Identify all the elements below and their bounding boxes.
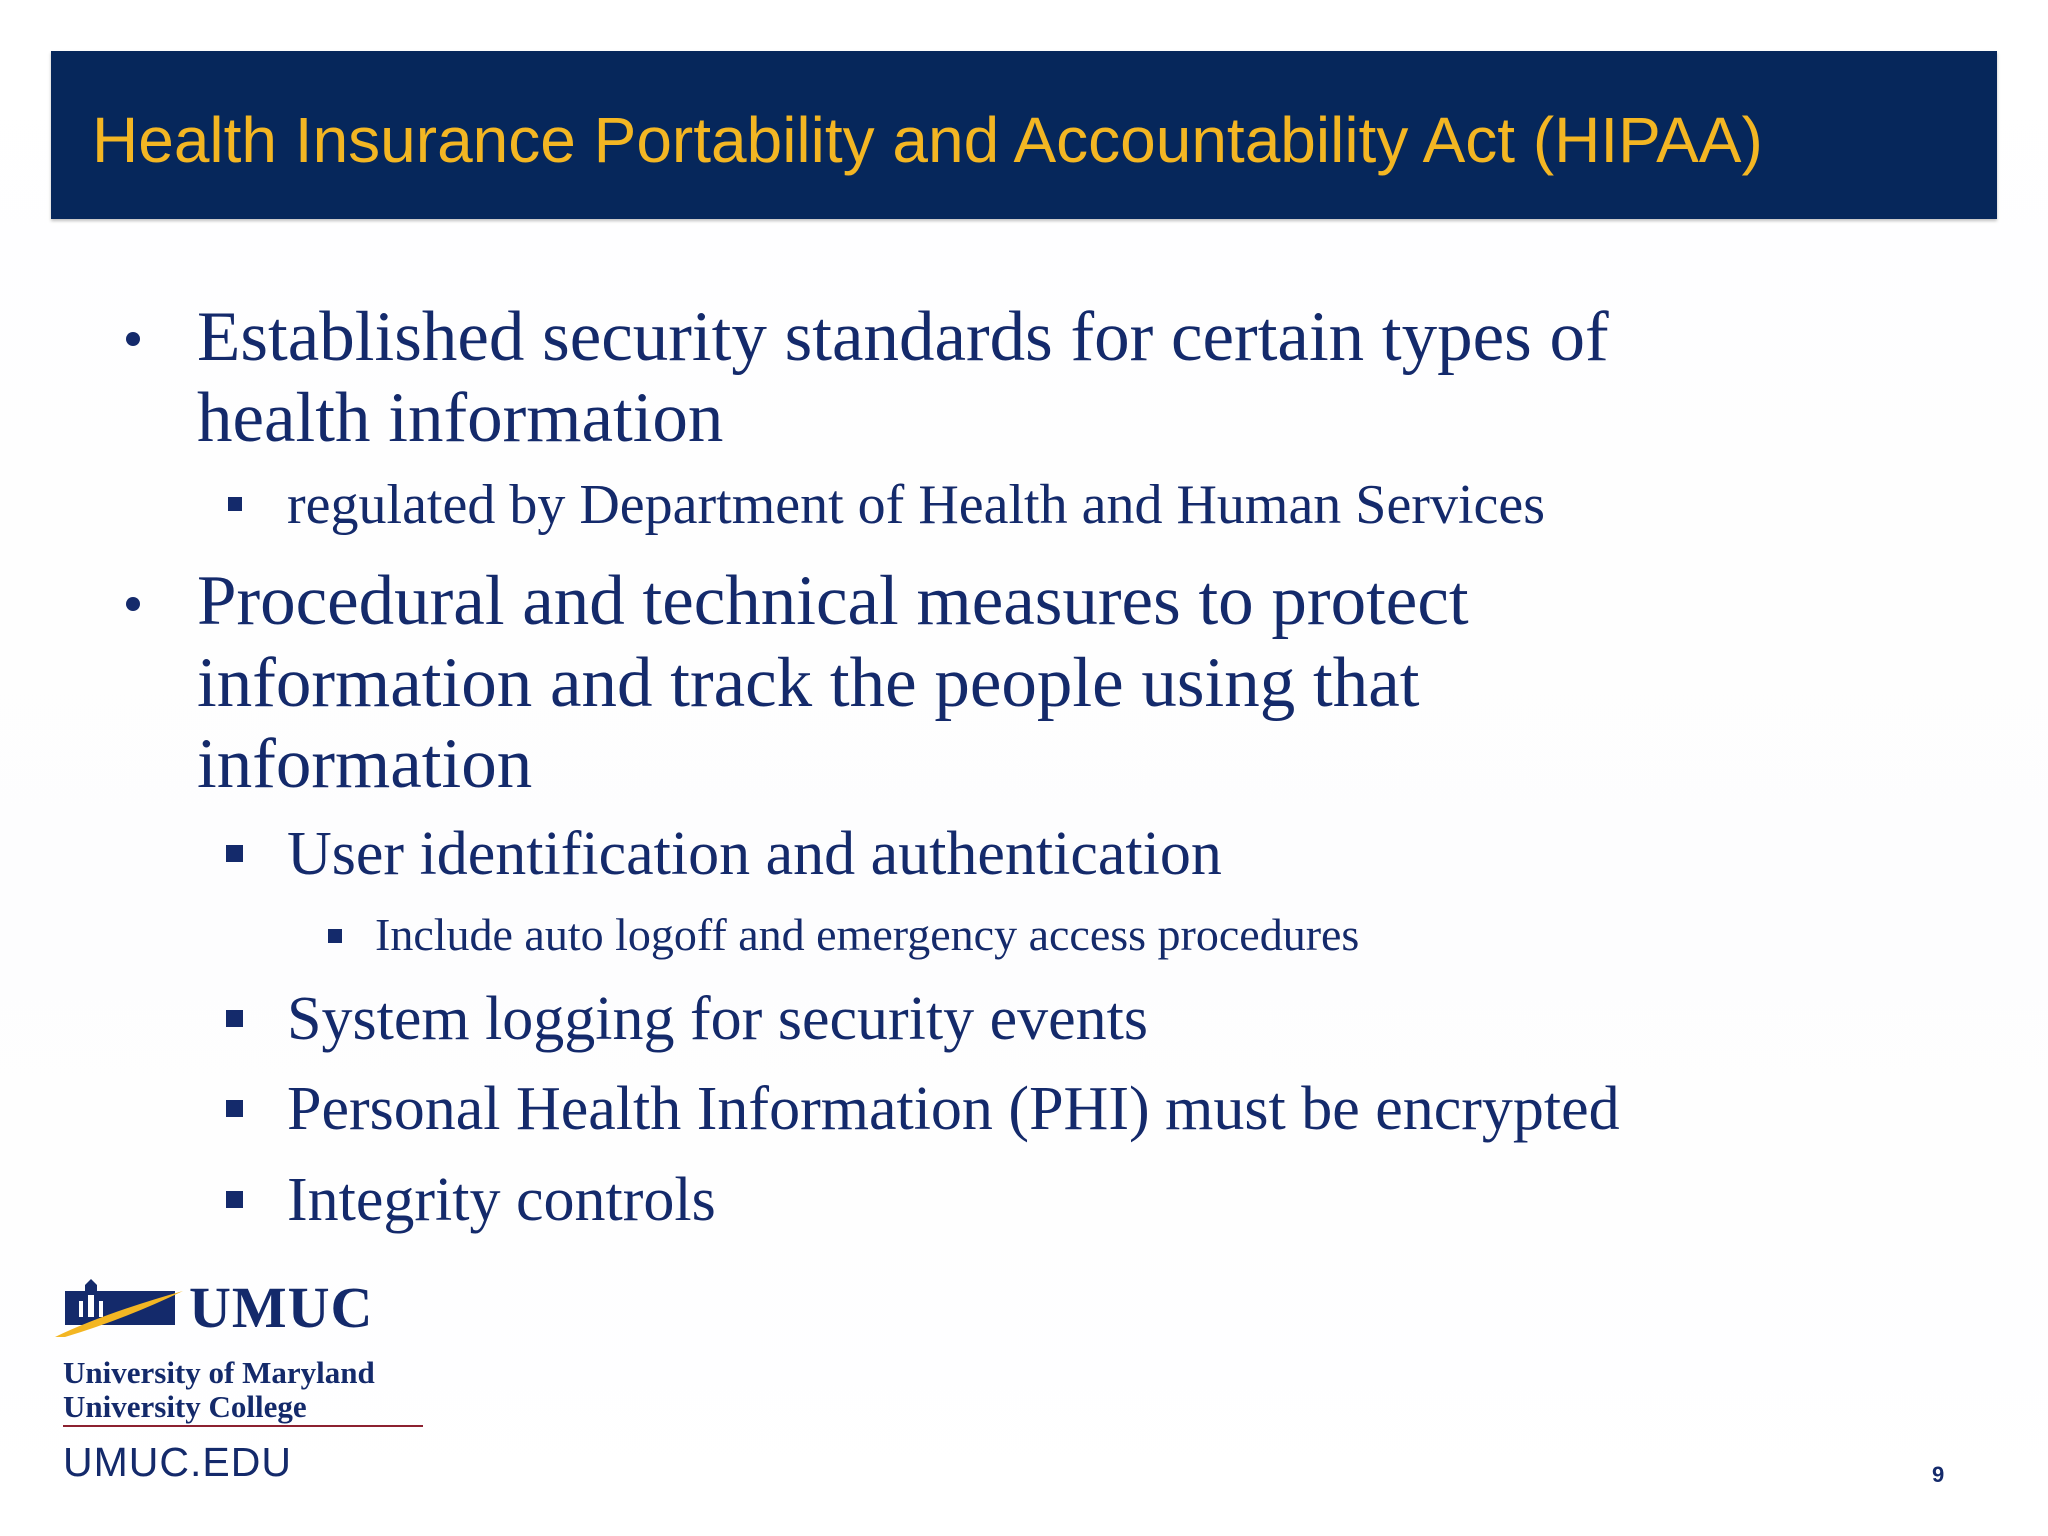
bullet-dot-icon — [126, 332, 140, 346]
square-bullet-icon — [228, 497, 242, 511]
logo-divider — [63, 1425, 423, 1427]
square-bullet-icon — [226, 845, 243, 862]
dome-swoosh-icon — [55, 1279, 185, 1341]
bullet-2-sub-2: System logging for security events — [287, 985, 1148, 1053]
bullet-1-sub-1: regulated by Department of Health and Human Services — [287, 474, 1546, 536]
logo-line-1: University of Maryland — [63, 1355, 375, 1390]
bullet-2-line-1: Procedural and technical measures to protect — [197, 562, 1469, 640]
slide-title: Health Insurance Portability and Accountability Act (HIPAA) — [92, 104, 1763, 176]
bullet-2-line-3: information — [197, 725, 533, 803]
site-url: UMUC.EDU — [63, 1439, 292, 1485]
bullet-2-sub-1-1: Include auto logoff and emergency access procedures — [375, 909, 1360, 960]
bullet-2-sub-1: User identification and authentication — [287, 820, 1222, 888]
square-bullet-icon — [226, 1010, 243, 1027]
bullet-2-sub-3: Personal Health Information (PHI) must be encrypted — [287, 1075, 1620, 1143]
bullet-2-line-2: information and track the people using that — [197, 644, 1420, 722]
logo-line-2: University College — [63, 1389, 307, 1424]
page-number: 9 — [1932, 1462, 1945, 1487]
bullet-1-line-1: Established security standards for certain types of — [197, 298, 1609, 376]
bullet-1-line-2: health information — [197, 379, 724, 457]
bullet-dot-icon — [126, 597, 140, 611]
bullet-2-sub-4: Integrity controls — [287, 1166, 716, 1234]
square-bullet-icon — [226, 1100, 243, 1117]
logo-wordmark: UMUC — [189, 1275, 374, 1340]
square-bullet-icon — [226, 1191, 243, 1208]
square-bullet-icon — [328, 929, 342, 943]
